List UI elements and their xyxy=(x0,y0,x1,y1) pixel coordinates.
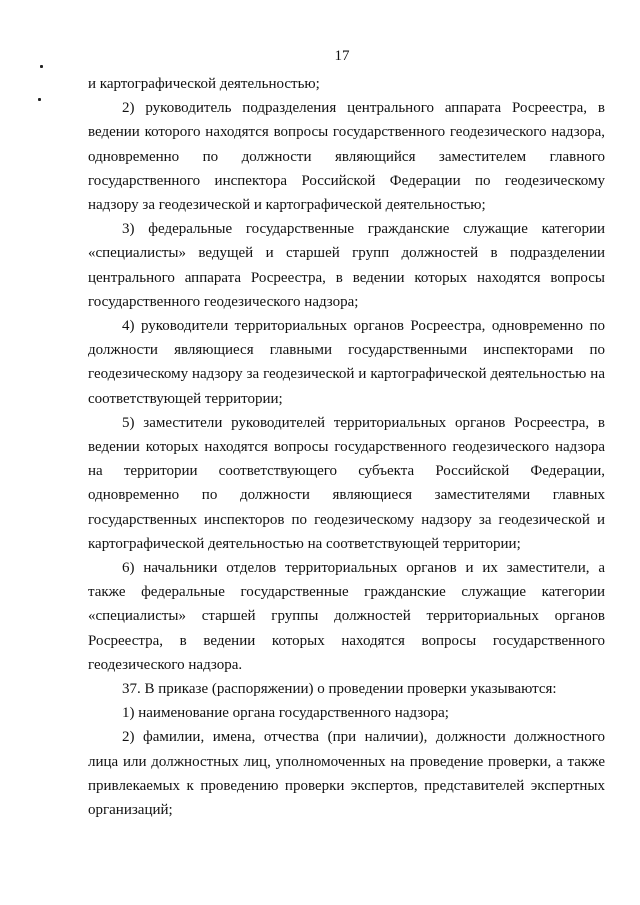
paragraph: 1) наименование органа государственного надзора; xyxy=(122,705,449,722)
paragraph: 3) федеральные государственные гражданские служащие категории «специалисты» ведущей и старшей групп должностей в подразделении центрального аппарата Росреестра, в ведении которых находятся вопросы государственного геодезического надзора; xyxy=(88,221,605,310)
scan-mark xyxy=(40,65,43,68)
paragraph: 2) руководитель подразделения центрального аппарата Росреестра, в ведении которого находятся вопросы государственного геодезического надзора, одновременно по должности являющийся заместителем главного государственного инспектора Российской Федерации по геодезическому надзору за геодезической и картографической деятельностью; xyxy=(88,100,605,214)
paragraph: 4) руководители территориальных органов Росреестра, одновременно по должности являющиеся главными государственными инспекторами по геодезическому надзору за геодезической и картографической деятельностью на соответствующей территории; xyxy=(88,318,605,407)
page-number: 17 xyxy=(334,48,350,64)
document-body xyxy=(88,72,605,822)
paragraph: и картографической деятельностью; xyxy=(88,76,320,92)
paragraph: 37. В приказе (распоряжении) о проведении проверки указываются: xyxy=(122,681,557,698)
paragraph: 2) фамилии, имена, отчества (при наличии), должности должностного лица или должностных лиц, уполномоченных на проведение проверки, а также привлекаемых к проведению проверки экспертов, представителей экспертных организаций; xyxy=(88,729,605,819)
paragraph: 5) заместители руководителей территориальных органов Росреестра, в ведении которых находятся вопросы государственного геодезического надзора на территории соответствующего субъекта Российской Федерации, одновременно по должности являющиеся заместителями главных государственных инспекторов по геодезическому надзору за геодезической и картографической деятельностью на соответствующей территории; xyxy=(88,414,605,552)
paragraph: 6) начальники отделов территориальных органов и их заместители, а также федеральные государственные гражданские служащие категории «специалисты» старшей группы должностей территориальных органов Росреестра, в ведении которых находятся вопросы государственного геодезического надзора. xyxy=(88,560,605,673)
scan-mark xyxy=(38,98,41,101)
